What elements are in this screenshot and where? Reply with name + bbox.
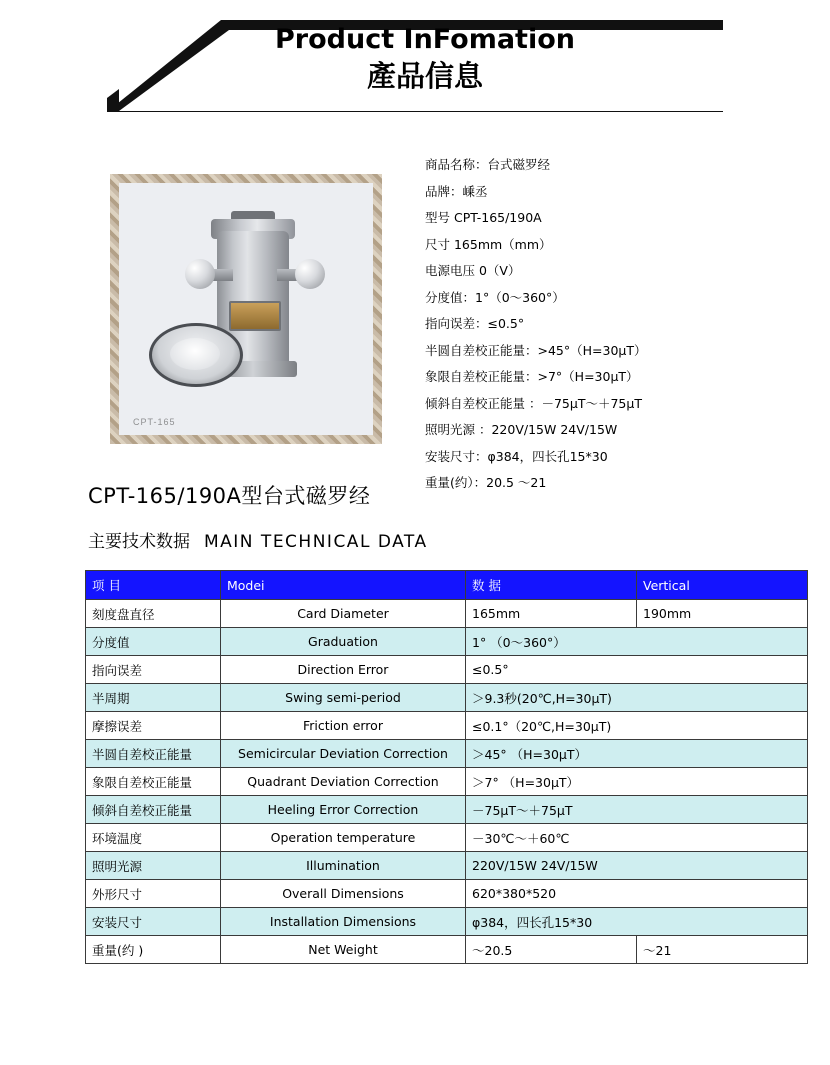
header-cell-item-en: Modei [221, 571, 466, 600]
header-cell-data: 数 据 [466, 571, 637, 600]
spec-item: 商品名称：台式磁罗经 [425, 157, 551, 172]
row-label-cn: 倾斜自差校正能量 [86, 796, 221, 824]
row-label-cn: 重量(约 ) [86, 936, 221, 964]
row-value-165: ～20.5 [466, 936, 637, 964]
product-spec-list [425, 152, 825, 497]
table-row [86, 684, 808, 712]
row-label-cn: 摩擦误差 [86, 712, 221, 740]
compass-card [149, 323, 243, 387]
row-label-en: Card Diameter [221, 600, 466, 628]
spec-item: 指向误差：≤0.5° [425, 316, 525, 331]
header-title-en: Product InFomation [275, 24, 575, 55]
table-row [86, 656, 808, 684]
spec-item: 照明光源 ：220V/15W 24V/15W [425, 422, 618, 437]
header-cell-data-en: Vertical [637, 571, 808, 600]
row-label-en: Overall Dimensions [221, 880, 466, 908]
row-label-en: Installation Dimensions [221, 908, 466, 936]
row-value: ＞45° （H=30μT） [466, 740, 808, 768]
spec-item: 分度值：1°（0～360°） [425, 289, 565, 305]
row-label-en: Net Weight [221, 936, 466, 964]
technical-data-table [85, 570, 808, 964]
spec-item: 象限自差校正能量：>7°（H=30μT） [425, 369, 639, 384]
table-row [86, 936, 808, 964]
model-title: CPT-165/190A型台式磁罗经 [88, 484, 371, 508]
row-value: ≤0.1°（20℃,H=30μT) [466, 712, 808, 740]
row-label-cn: 象限自差校正能量 [86, 768, 221, 796]
spec-item: 重量(约）：20.5 ～21 [425, 475, 547, 490]
table-row [86, 796, 808, 824]
row-label-en: Friction error [221, 712, 466, 740]
product-photo [110, 174, 382, 444]
row-label-en: Semicircular Deviation Correction [221, 740, 466, 768]
row-value: ＞7° （H=30μT） [466, 768, 808, 796]
header-title-cn: 產品信息 [366, 59, 483, 93]
row-value: 1° （0～360°） [466, 628, 808, 656]
row-label-en: Operation temperature [221, 824, 466, 852]
table-row [86, 600, 808, 628]
row-value: 620*380*520 [466, 880, 808, 908]
spec-item: 型号 CPT-165/190A [425, 210, 542, 225]
compass-window [229, 301, 281, 331]
row-label-cn: 刻度盘直径 [86, 600, 221, 628]
table-row [86, 824, 808, 852]
row-value: ≤0.5° [466, 656, 808, 684]
spec-item: 安装尺寸：φ384，四长孔15*30 [425, 448, 608, 464]
row-label-en: Quadrant Deviation Correction [221, 768, 466, 796]
row-label-en: Graduation [221, 628, 466, 656]
spec-item: 电源电压 0（V） [425, 263, 521, 278]
section-title-cn: 主要技术数据 [88, 532, 190, 552]
table-row [86, 712, 808, 740]
section-title-en: MAIN TECHNICAL DATA [204, 532, 428, 552]
row-value: ＞9.3秒(20℃,H=30μT) [466, 684, 808, 712]
spec-item: 倾斜自差校正能量 ：－75μT～＋75μT [425, 395, 642, 411]
section-title [88, 527, 428, 552]
spec-item: 半圆自差校正能量：>45°（H=30μT） [425, 342, 647, 358]
quadrantal-sphere-left [185, 259, 215, 289]
row-label-en: Swing semi-period [221, 684, 466, 712]
table-row [86, 628, 808, 656]
product-photo-inner [119, 183, 373, 435]
row-value: －30℃～＋60℃ [466, 824, 808, 852]
table-row [86, 908, 808, 936]
table-row [86, 768, 808, 796]
row-value-190: 190mm [637, 600, 808, 628]
row-label-cn: 安装尺寸 [86, 908, 221, 936]
table-header-row [86, 571, 808, 600]
header-title-block [175, 24, 675, 94]
row-value-190: ～21 [637, 936, 808, 964]
row-label-cn: 半周期 [86, 684, 221, 712]
row-value-165: 165mm [466, 600, 637, 628]
row-value: 220V/15W 24V/15W [466, 852, 808, 880]
table-row [86, 852, 808, 880]
row-label-en: Heeling Error Correction [221, 796, 466, 824]
header-cell-item: 项 目 [86, 571, 221, 600]
row-label-en: Direction Error [221, 656, 466, 684]
spec-item: 尺寸 165mm（mm） [425, 236, 552, 252]
table-row [86, 880, 808, 908]
row-label-cn: 分度值 [86, 628, 221, 656]
row-label-cn: 照明光源 [86, 852, 221, 880]
row-value: －75μT～＋75μT [466, 796, 808, 824]
row-value: φ384，四长孔15*30 [466, 908, 808, 936]
row-label-en: Illumination [221, 852, 466, 880]
row-label-cn: 环境温度 [86, 824, 221, 852]
table-row [86, 740, 808, 768]
page-header [105, 18, 725, 113]
row-label-cn: 指向误差 [86, 656, 221, 684]
row-label-cn: 半圆自差校正能量 [86, 740, 221, 768]
spec-item: 品牌：嵊丞 [425, 183, 488, 199]
quadrantal-sphere-right [295, 259, 325, 289]
row-label-cn: 外形尺寸 [86, 880, 221, 908]
photo-caption: CPT-165 [133, 417, 176, 427]
